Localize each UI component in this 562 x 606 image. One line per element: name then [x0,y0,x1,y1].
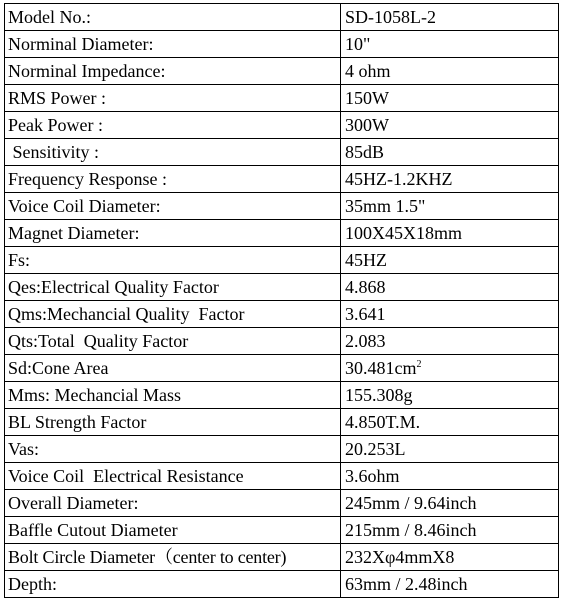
spec-value: 100X45X18mm [341,220,559,247]
table-row [5,409,559,436]
spec-label: Voice Coil Electrical Resistance [5,463,341,490]
table-row [5,571,559,598]
spec-label: Mms: Mechancial Mass [5,382,341,409]
table-row [5,112,559,139]
spec-value: 155.308g [341,382,559,409]
spec-value: 215mm / 8.46inch [341,517,559,544]
spec-label: Model No.: [5,4,341,31]
spec-value [341,355,559,382]
table-row [5,166,559,193]
spec-label: Fs: [5,247,341,274]
spec-label: Depth: [5,571,341,598]
spec-value: 20.253L [341,436,559,463]
spec-label: Magnet Diameter: [5,220,341,247]
table-row [5,328,559,355]
spec-value: 10" [341,31,559,58]
spec-label: Vas: [5,436,341,463]
spec-value: 3.6ohm [341,463,559,490]
spec-value: 300W [341,112,559,139]
table-row [5,355,559,382]
table-row [5,463,559,490]
spec-value: 2.083 [341,328,559,355]
spec-label: Qts:Total Quality Factor [5,328,341,355]
spec-value: 4 ohm [341,58,559,85]
table-row [5,382,559,409]
table-row [5,274,559,301]
spec-label: Norminal Impedance: [5,58,341,85]
spec-label: Overall Diameter: [5,490,341,517]
table-row [5,490,559,517]
table-row [5,85,559,112]
spec-value: 150W [341,85,559,112]
spec-value: 3.641 [341,301,559,328]
spec-label: Qes:Electrical Quality Factor [5,274,341,301]
table-row [5,31,559,58]
table-row [5,544,559,571]
spec-label: Qms:Mechancial Quality Factor [5,301,341,328]
spec-label: Bolt Circle Diameter（center to center) [5,544,341,571]
table-row [5,517,559,544]
table-row [5,247,559,274]
spec-value: 4.850T.M. [341,409,559,436]
table-row [5,436,559,463]
spec-value: 35mm 1.5" [341,193,559,220]
speaker-spec-table [4,3,559,598]
spec-value: 45HZ [341,247,559,274]
table-row [5,301,559,328]
cone-area-value: 30.481cm [345,358,417,378]
table-row [5,220,559,247]
superscript-unit: 2 [416,359,422,370]
spec-label: Sensitivity : [5,139,341,166]
spec-value: 85dB [341,139,559,166]
spec-value: 45HZ-1.2KHZ [341,166,559,193]
table-row [5,58,559,85]
spec-label: Frequency Response : [5,166,341,193]
spec-label: Sd:Cone Area [5,355,341,382]
spec-label: Norminal Diameter: [5,31,341,58]
spec-label: Voice Coil Diameter: [5,193,341,220]
spec-value: 232Xφ4mmX8 [341,544,559,571]
spec-label: RMS Power : [5,85,341,112]
table-row [5,193,559,220]
spec-label: BL Strength Factor [5,409,341,436]
spec-value: 63mm / 2.48inch [341,571,559,598]
spec-value: 245mm / 9.64inch [341,490,559,517]
spec-value: SD-1058L-2 [341,4,559,31]
table-row [5,139,559,166]
spec-label: Baffle Cutout Diameter [5,517,341,544]
spec-value: 4.868 [341,274,559,301]
table-row [5,4,559,31]
spec-label: Peak Power : [5,112,341,139]
